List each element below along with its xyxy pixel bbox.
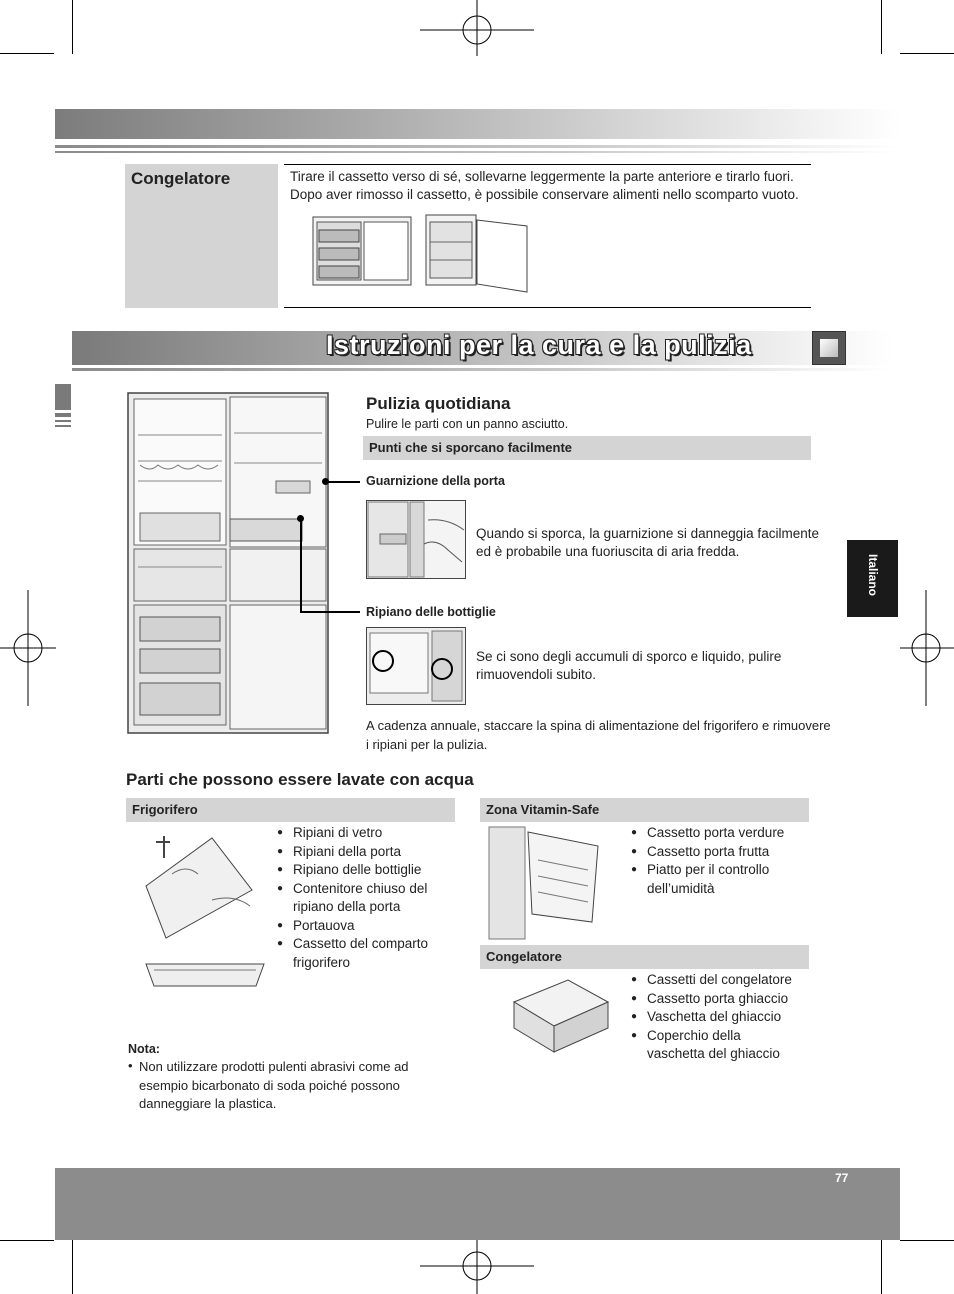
list-item: ● Cassetto porta frutta <box>631 843 801 862</box>
list-item: ● Cassetto del comparto frigorifero <box>277 935 437 972</box>
title-underline <box>72 368 892 371</box>
list-item: ● Cassetto porta ghiaccio <box>631 990 801 1009</box>
door-gasket-illustration <box>366 500 466 579</box>
callout-line <box>326 481 360 483</box>
list-item: ● Contenitore chiuso del ripiano della porta <box>277 880 437 917</box>
gasket-text-2: ed è probabile una fuoriuscita di aria fredda. <box>476 544 740 559</box>
note-bullet: • <box>128 1058 133 1073</box>
gasket-title: Guarnizione della porta <box>366 474 505 488</box>
freezer-parts-bar: Congelatore <box>480 945 809 969</box>
list-item: ● Cassetti del congelatore <box>631 971 801 990</box>
freezer-text-1: Tirare il cassetto verso di sé, sollevarne leggermente la parte anteriore e tirarlo fuori. <box>290 169 794 184</box>
language-tab-label: Italiano <box>866 553 880 596</box>
dirty-spots-bar: Punti che si sporcano facilmente <box>363 436 811 460</box>
freezer-label: Congelatore <box>131 169 231 188</box>
registration-mark-icon <box>896 590 954 706</box>
callout-dot <box>322 478 329 485</box>
freezer-empty-illustration <box>425 214 530 294</box>
callout-dot <box>297 515 304 522</box>
header-bar <box>55 109 900 139</box>
freezer-parts-list <box>631 971 801 1064</box>
title-square-icon <box>812 331 846 365</box>
side-marker <box>55 384 71 410</box>
washable-heading: Parti che possono essere lavate con acqua <box>126 770 474 789</box>
page-number: 77 <box>835 1171 849 1185</box>
annual-text-1: A cadenza annuale, staccare la spina di alimentazione del frigorifero e rimuovere <box>366 718 831 733</box>
washing-shelf-illustration <box>142 834 256 942</box>
list-item: ● Ripiani di vetro <box>277 824 437 843</box>
freezer-text-2: Dopo aver rimosso il cassetto, è possibile conservare alimenti nello scomparto vuoto. <box>290 187 799 202</box>
callout-line <box>300 518 302 612</box>
list-item: ● Piatto per il controllo dell’umidità <box>631 861 801 898</box>
registration-mark-icon <box>0 590 60 706</box>
daily-cleaning-heading: Pulizia quotidiana <box>366 394 511 413</box>
list-item: ● Ripiani della porta <box>277 843 437 862</box>
side-marker <box>55 425 71 427</box>
list-item: ● Cassetto porta verdure <box>631 824 801 843</box>
fridge-parts-list <box>277 824 437 972</box>
fridge-bar: Frigorifero <box>126 798 455 822</box>
list-item: ● Coperchio della vaschetta del ghiaccio <box>631 1027 801 1064</box>
vitamin-drawer-illustration <box>488 826 612 940</box>
header-stripe <box>55 145 900 148</box>
freezer-drawer-icon <box>508 976 612 1056</box>
side-marker <box>55 413 71 417</box>
note-title: Nota: <box>128 1042 160 1056</box>
header-stripe <box>55 151 900 153</box>
side-marker <box>55 420 71 422</box>
bottle-text-1: Se ci sono degli accumuli di sporco e liquido, pulire <box>476 649 782 664</box>
list-item: ● Vaschetta del ghiaccio <box>631 1008 801 1027</box>
page-title: Istruzioni per la cura e la pulizia <box>326 330 752 360</box>
registration-mark-icon <box>420 0 534 60</box>
bottle-text-2: rimuovendoli subito. <box>476 667 597 682</box>
registration-mark-icon <box>420 1236 534 1294</box>
vitamin-parts-list <box>631 824 801 898</box>
list-item: ● Portauova <box>277 917 437 936</box>
door-shelf-illustration <box>142 958 268 992</box>
list-item: ● Ripiano delle bottiglie <box>277 861 437 880</box>
note-text: Non utilizzare prodotti pulenti abrasivi come ad esempio bicarbonato di soda poiché possono danneggiare la plastica. <box>139 1059 409 1111</box>
vitamin-bar: Zona Vitamin-Safe <box>480 798 809 822</box>
daily-intro: Pulire le parti con un panno asciutto. <box>366 417 569 431</box>
footer-bar <box>55 1168 900 1240</box>
gasket-text-1: Quando si sporca, la guarnizione si danneggia facilmente <box>476 526 819 541</box>
bottle-shelf-title: Ripiano delle bottiglie <box>366 605 496 619</box>
annual-text-2: i ripiani per la pulizia. <box>366 737 488 752</box>
bottle-shelf-illustration <box>366 627 466 705</box>
callout-line <box>300 611 360 613</box>
freezer-drawer-illustration <box>312 216 412 286</box>
